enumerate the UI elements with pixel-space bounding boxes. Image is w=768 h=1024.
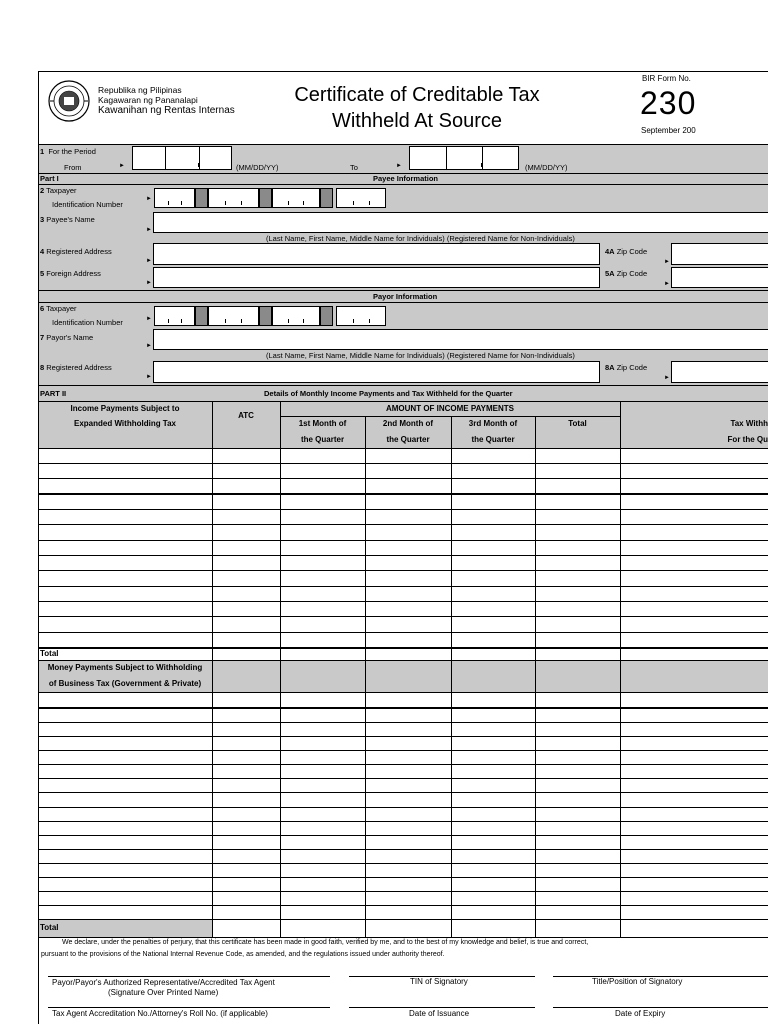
from-label: From: [64, 163, 82, 172]
period-label-text: For the Period: [48, 147, 96, 156]
date-format-hint: (MM/DD/YY): [236, 163, 279, 172]
arrow-icon: ►: [119, 163, 125, 169]
digit-tick: [353, 201, 354, 205]
item-number: 5: [40, 269, 45, 278]
part-2-heading: Details of Monthly Income Payments and Tax Withheld for the Quarter: [264, 389, 513, 398]
digit-tick: [241, 319, 242, 323]
total-label-2: Total: [40, 923, 59, 932]
tin-separator: [320, 306, 333, 326]
item-number: 1: [40, 147, 45, 156]
table-row[interactable]: [38, 493, 768, 495]
divider: [620, 661, 621, 692]
payor-zip-input[interactable]: [671, 361, 768, 383]
col-tax-header-2: For the Qu: [727, 435, 768, 444]
digit-tick: [369, 319, 370, 323]
tin-separator: [259, 188, 272, 208]
declaration-line-1: We declare, under the penalties of perjury, that this certificate has been made in good faith, verified by me, and to the best of my knowledge and belief, is true and correct,: [62, 939, 589, 946]
payor-tin-segment-1[interactable]: [154, 306, 195, 326]
payee-information-heading: Payee Information: [373, 174, 439, 183]
date-issuance-line[interactable]: [349, 1007, 535, 1008]
date-format-hint: (MM/DD/YY): [525, 163, 568, 172]
payee-tin-label-2: Identification Number: [52, 200, 123, 209]
form-number: 230: [640, 85, 697, 121]
table-row[interactable]: [38, 736, 768, 737]
label-text: Taxpayer: [46, 186, 77, 195]
bir-seal-icon: [48, 80, 90, 122]
divider: [280, 661, 281, 692]
foreign-address-input[interactable]: [153, 267, 600, 288]
period-from-input[interactable]: [132, 146, 232, 170]
payor-name-input[interactable]: [153, 329, 768, 350]
tin-separator: [320, 188, 333, 208]
table-row[interactable]: [38, 707, 768, 709]
date-expiry-line[interactable]: [553, 1007, 768, 1008]
form-number-label: BIR Form No.: [642, 74, 691, 83]
payee-name-label: [40, 215, 95, 224]
form-title-line-1: Certificate of Creditable Tax: [294, 84, 540, 106]
arrow-icon: ►: [396, 163, 402, 169]
zip-8a-label: [605, 363, 647, 372]
col-total-header: Total: [568, 419, 587, 428]
col-income-header-1: Income Payments Subject to: [70, 404, 180, 413]
date-of-issuance-label: Date of Issuance: [409, 1009, 470, 1018]
digit-tick: [303, 319, 304, 323]
accreditation-line[interactable]: [48, 1007, 330, 1008]
label-text: Payee's Name: [46, 215, 95, 224]
total-label-1: Total: [40, 649, 59, 658]
name-format-note: (Last Name, First Name, Middle Name for Individuals) (Registered Name for Non-Individuals): [266, 351, 575, 360]
to-label: To: [350, 163, 358, 172]
period-to-input[interactable]: [409, 146, 519, 170]
arrow-icon: ►: [664, 259, 670, 265]
payee-zip-input[interactable]: [671, 243, 768, 265]
tin-separator: [195, 306, 208, 326]
agency-line-2: Kagawaran ng Pananalapi: [98, 95, 198, 105]
payor-tin-label-2: Identification Number: [52, 318, 123, 327]
digit-tick: [288, 319, 289, 323]
payor-address-label: [40, 363, 112, 372]
part-1-label: Part I: [40, 174, 59, 183]
digit-tick: [303, 201, 304, 205]
table-row[interactable]: [38, 835, 768, 836]
form-revision-date: September 200: [641, 126, 696, 135]
divider: [446, 146, 447, 170]
col-amount-header: AMOUNT OF INCOME PAYMENTS: [385, 404, 514, 413]
title-signatory-label: Title/Position of Signatory: [592, 977, 683, 986]
table-row[interactable]: [38, 891, 768, 892]
digit-tick: [181, 319, 182, 323]
item-number: 8A: [605, 363, 615, 372]
payor-address-input[interactable]: [153, 361, 600, 383]
digit-tick: [168, 319, 169, 323]
item-number: 4A: [605, 247, 615, 256]
digit-tick: [168, 201, 169, 205]
table-row[interactable]: [38, 750, 768, 751]
date-of-expiry-label: Date of Expiry: [615, 1009, 666, 1018]
tin-separator: [195, 188, 208, 208]
table-row[interactable]: [38, 570, 768, 571]
label-text: Zip Code: [616, 363, 648, 372]
payor-representative-label: Payor/Payor's Authorized Representative/Accredited Tax Agent: [52, 978, 275, 987]
digit-tick: [288, 201, 289, 205]
payee-tin-label: [40, 186, 77, 195]
signature-over-printed-name-label: (Signature Over Printed Name): [108, 988, 219, 997]
payor-tin-segment-3[interactable]: [272, 306, 320, 326]
arrow-icon: ►: [146, 258, 152, 264]
divider: [365, 661, 366, 692]
col-month3-header-1: 3rd Month of: [468, 419, 518, 428]
payee-name-input[interactable]: [153, 212, 768, 233]
digit-tick: [353, 319, 354, 323]
table-row[interactable]: [38, 778, 768, 779]
tin-separator: [259, 306, 272, 326]
divider: [38, 184, 768, 185]
signature-line[interactable]: [48, 976, 330, 977]
tin-signatory-label: TIN of Signatory: [410, 977, 468, 986]
arrow-icon: ►: [146, 316, 152, 322]
period-label: [40, 147, 96, 156]
zip-5a-label: [605, 269, 647, 278]
arrow-icon: ►: [146, 280, 152, 286]
label-text: Foreign Address: [46, 269, 101, 278]
form-title-line-2: Withheld At Source: [331, 110, 503, 132]
table-row[interactable]: [38, 601, 768, 602]
label-text: Registered Address: [46, 247, 112, 256]
digit-tick: [225, 201, 226, 205]
item-number: 5A: [605, 269, 615, 278]
table-row[interactable]: [38, 463, 768, 464]
col-income-header-2: Expanded Withholding Tax: [74, 419, 176, 428]
bir-form-2307: [38, 71, 768, 1024]
table-row[interactable]: [38, 877, 768, 878]
tax-agent-accreditation-label: Tax Agent Accreditation No./Attorney's Roll No. (if applicable): [52, 1009, 268, 1018]
payee-address-input[interactable]: [153, 243, 600, 265]
table-row[interactable]: [38, 849, 768, 850]
table-row[interactable]: [38, 616, 768, 617]
agency-line-1: Republika ng Pilipinas: [98, 85, 182, 95]
label-text: Zip Code: [616, 247, 648, 256]
arrow-icon: ►: [664, 281, 670, 287]
digit-tick: [241, 201, 242, 205]
col-month2-header-2: the Quarter: [386, 435, 430, 444]
name-format-note: (Last Name, First Name, Middle Name for Individuals) (Registered Name for Non-Individuals): [266, 234, 575, 243]
table-row[interactable]: [38, 807, 768, 808]
foreign-address-label: [40, 269, 101, 278]
col-atc-header: ATC: [238, 411, 254, 420]
table-row[interactable]: [38, 509, 768, 510]
payor-name-label: [40, 333, 93, 342]
arrow-icon: ►: [146, 196, 152, 202]
divider: [199, 146, 200, 170]
item-number: 7: [40, 333, 45, 342]
col-tax-header-1: Tax Withh: [730, 419, 768, 428]
label-text: Registered Address: [46, 363, 112, 372]
col-month1-header-1: 1st Month of: [298, 419, 347, 428]
divider: [212, 661, 213, 692]
agency-line-3: Kawanihan ng Rentas Internas: [98, 105, 235, 116]
money-payments-label-1: Money Payments Subject to Withholding: [47, 663, 203, 672]
col-month1-header-2: the Quarter: [300, 435, 345, 444]
form-header: [38, 71, 768, 144]
table-row[interactable]: [38, 540, 768, 541]
label-text: Zip Code: [616, 269, 648, 278]
table-row[interactable]: [38, 792, 768, 793]
table-row[interactable]: [38, 764, 768, 765]
registered-address-label: [40, 247, 112, 256]
item-number: 3: [40, 215, 45, 224]
total-cell-background: [39, 920, 212, 937]
divider: [482, 146, 483, 170]
divider: [38, 302, 768, 303]
foreign-zip-input[interactable]: [671, 267, 768, 288]
arrow-icon: ►: [146, 374, 152, 380]
table-row[interactable]: [38, 632, 768, 633]
payor-tin-label: [40, 304, 77, 313]
item-number: 4: [40, 247, 45, 256]
zip-4a-label: [605, 247, 647, 256]
arrow-icon: ►: [146, 343, 152, 349]
divider: [165, 146, 166, 170]
digit-tick: [181, 201, 182, 205]
divider: [535, 661, 536, 692]
table-row[interactable]: [38, 478, 768, 479]
divider: [38, 290, 768, 291]
divider: [451, 661, 452, 692]
table-row[interactable]: [38, 586, 768, 587]
label-text: Payor's Name: [46, 333, 94, 342]
col-month3-header-2: the Quarter: [471, 435, 515, 444]
payee-tin-segment-3[interactable]: [272, 188, 320, 208]
table-row[interactable]: [38, 524, 768, 525]
item-number: 2: [40, 186, 45, 195]
item-number: 6: [40, 304, 45, 313]
payee-tin-segment-4[interactable]: [336, 188, 386, 208]
divider: [38, 692, 768, 693]
payee-tin-segment-2[interactable]: [208, 188, 259, 208]
divider: [38, 448, 768, 449]
payor-tin-segment-2[interactable]: [208, 306, 259, 326]
digit-tick: [225, 319, 226, 323]
item-number: 8: [40, 363, 45, 372]
col-month2-header-1: 2nd Month of: [382, 419, 434, 428]
table-row[interactable]: [38, 863, 768, 864]
digit-tick: [369, 201, 370, 205]
table-row[interactable]: [38, 821, 768, 822]
table-row[interactable]: [38, 555, 768, 556]
money-payments-label-2: of Business Tax (Government & Private): [48, 679, 202, 688]
label-text: Taxpayer: [46, 304, 77, 313]
payor-tin-segment-4[interactable]: [336, 306, 386, 326]
declaration-line-2: pursuant to the provisions of the National Internal Revenue Code, as amended, and the regulations issued under authority thereof.: [41, 951, 445, 958]
arrow-icon: ►: [664, 375, 670, 381]
payee-tin-segment-1[interactable]: [154, 188, 195, 208]
divider: [38, 385, 768, 386]
payor-information-heading: Payor Information: [373, 292, 438, 301]
table-row[interactable]: [38, 905, 768, 906]
table-row[interactable]: [38, 647, 768, 649]
part-2-label: PART II: [40, 389, 67, 398]
arrow-icon: ►: [146, 227, 152, 233]
table-row[interactable]: [38, 722, 768, 723]
